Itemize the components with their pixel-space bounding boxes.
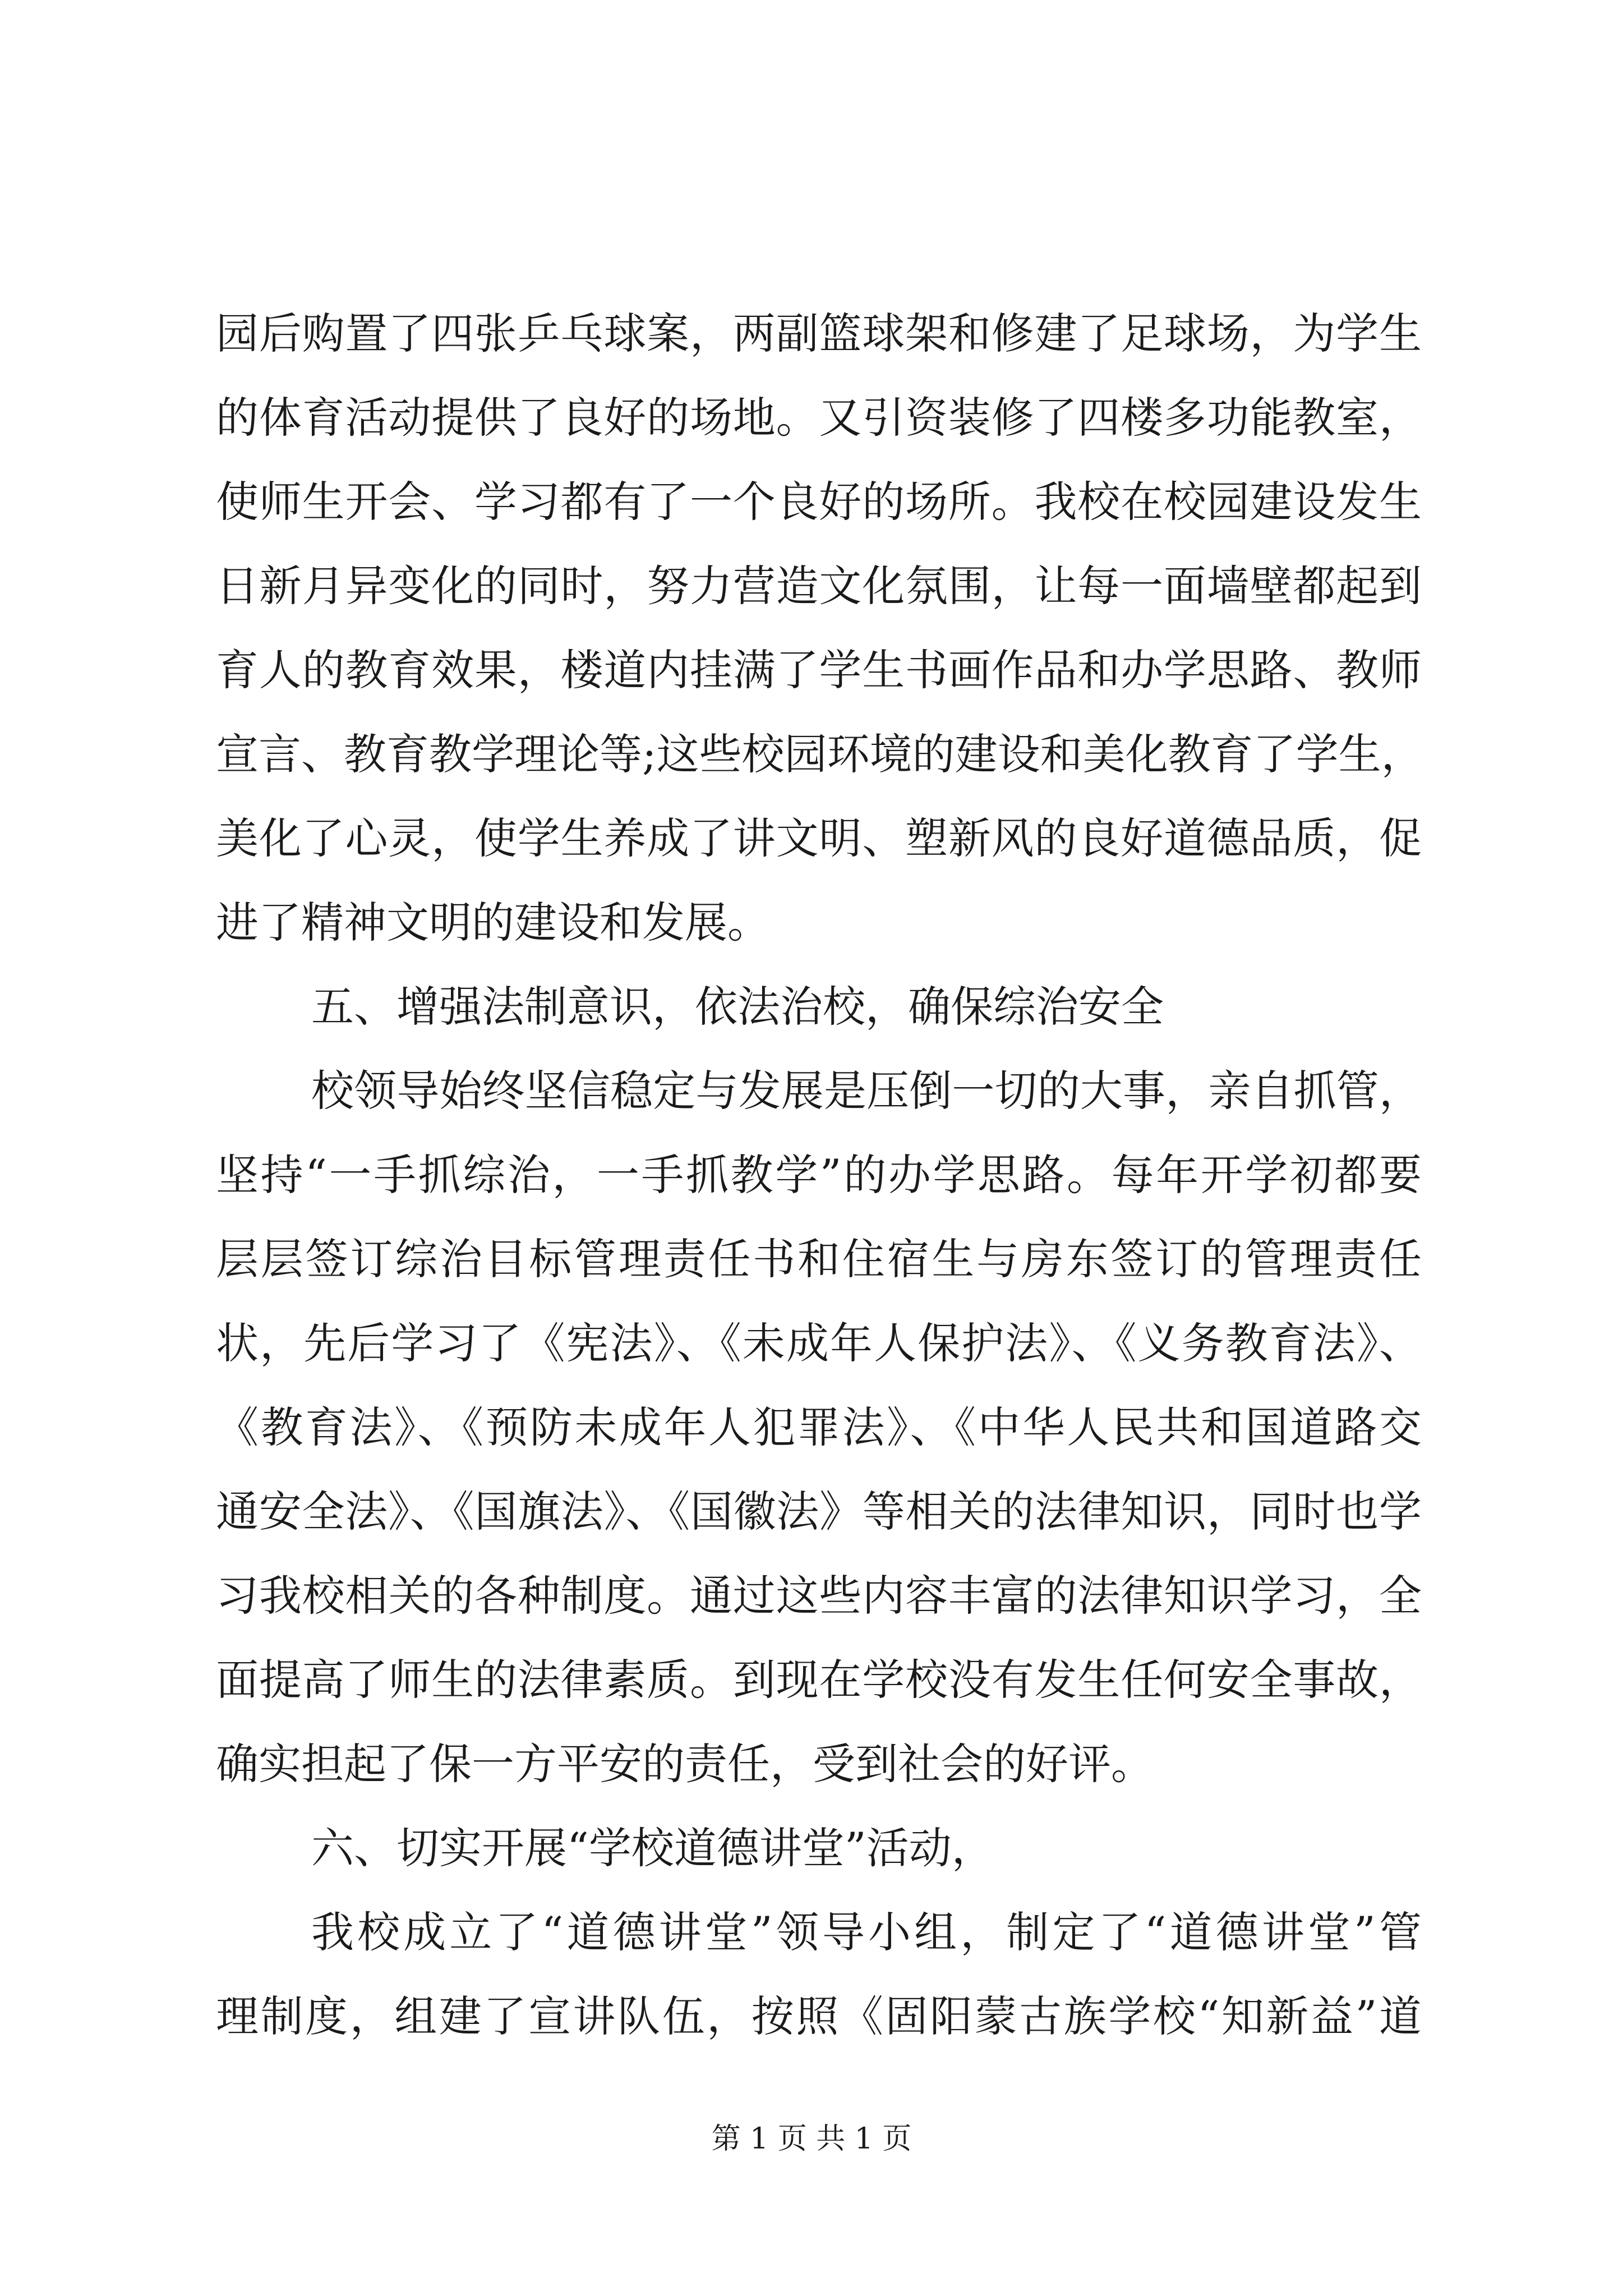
document-body [216, 292, 1422, 2059]
text-line: 状，先后学习了《宪法》、《未成年人保护法》、《义务教育法》、 [216, 1318, 1422, 1368]
text-line: 《教育法》、《预防未成年人犯罪法》、《中华人民共和国道路交 [216, 1402, 1422, 1452]
text-line: 育人的教育效果，楼道内挂满了学生书画作品和办学思路、教师 [216, 645, 1422, 695]
text-line: 坚持“一手抓综治，一手抓教学”的办学思路。每年开学初都要 [216, 1150, 1422, 1200]
page-footer: 第 1 页 共 1 页 [711, 2122, 912, 2156]
text-line: 习我校相关的各种制度。通过这些内容丰富的法律知识学习，全 [216, 1571, 1422, 1621]
text-line: 日新月异变化的同时，努力营造文化氛围，让每一面墙壁都起到 [216, 561, 1422, 611]
text-line: 宣言、教育教学理论等;这些校园环境的建设和美化教育了学生， [216, 729, 1424, 779]
text-line: 确实担起了保一方平安的责任，受到社会的好评。 [216, 1739, 1154, 1789]
text-line: 理制度，组建了宣讲队伍，按照《固阳蒙古族学校“知新益”道 [216, 1991, 1422, 2041]
text-line: 层层签订综治目标管理责任书和住宿生与房东签订的管理责任 [216, 1234, 1422, 1284]
text-line: 园后购置了四张乒乓球案，两副篮球架和修建了足球场，为学生 [216, 309, 1422, 358]
text-line: 我校成立了“道德讲堂”领导小组，制定了“道德讲堂”管 [311, 1907, 1422, 1957]
text-line: 校领导始终坚信稳定与发展是压倒一切的大事，亲自抓管， [311, 1066, 1422, 1116]
section-heading: 五、增强法制意识，依法治校，确保综治安全 [311, 982, 1164, 1032]
text-line: 面提高了师生的法律素质。到现在学校没有发生任何安全事故， [216, 1655, 1422, 1705]
text-line: 进了精神文明的建设和发展。 [216, 898, 770, 947]
text-line: 的体育活动提供了良好的场地。又引资装修了四楼多功能教室， [216, 393, 1422, 443]
section-heading: 六、切实开展“学校道德讲堂”活动， [311, 1823, 994, 1873]
text-line: 通安全法》、《国旗法》、《国徽法》等相关的法律知识，同时也学 [216, 1487, 1422, 1536]
text-line: 美化了心灵，使学生养成了讲文明、塑新风的良好道德品质，促 [216, 813, 1422, 863]
text-line: 使师生开会、学习都有了一个良好的场所。我校在校园建设发生 [216, 477, 1422, 527]
